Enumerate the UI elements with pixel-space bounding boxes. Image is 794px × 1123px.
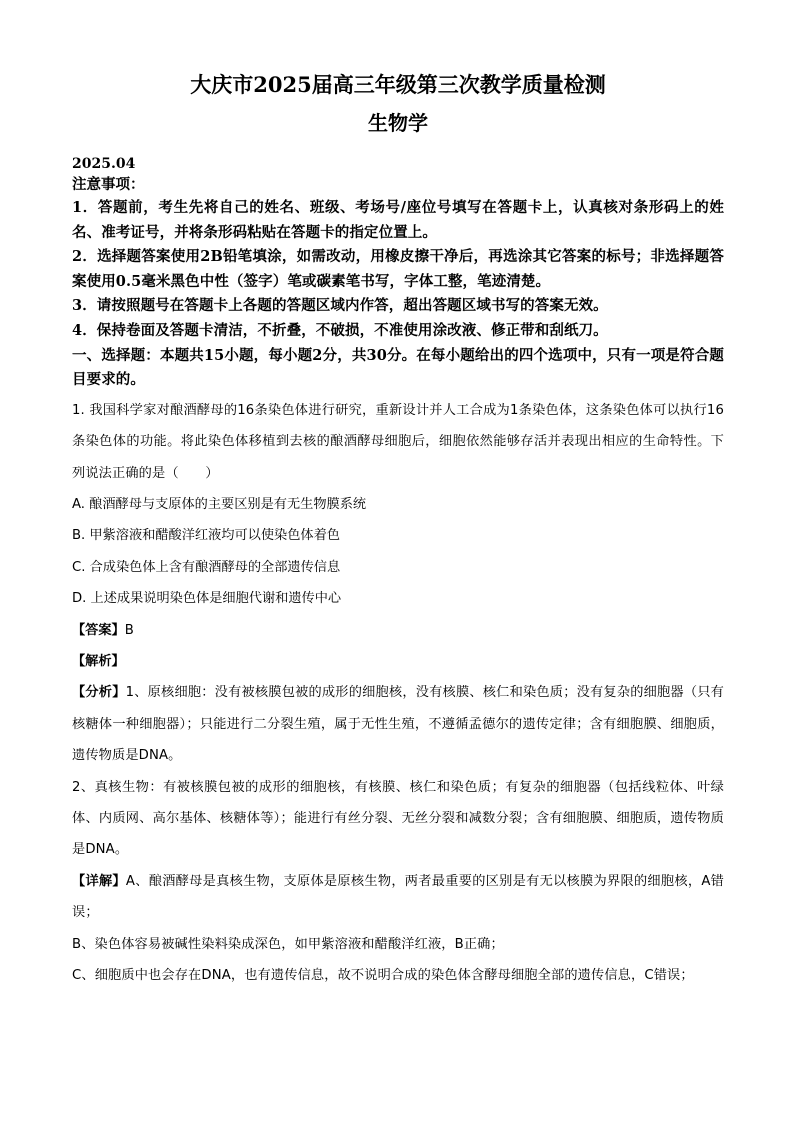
fenxi-paragraph-2: 2、真核生物：有被核膜包被的成形的细胞核，有核膜、核仁和染色质；有复杂的细胞器（包括线粒体、叶绿体、内质网、高尔基体、核糖体等）；能进行有丝分裂、无丝分裂和减数分裂；含有细胞膜、细胞质，遗传物质是DNA。 [72, 779, 724, 858]
notice-heading: 注意事项： [72, 176, 145, 193]
answer-value: B [124, 622, 134, 638]
question-1-option-c: C. 合成染色体上含有酿酒酵母的全部遗传信息 [72, 559, 341, 575]
section-heading: 一、选择题：本题共15小题，每小题2分，共30分。在每小题给出的四个选项中，只有一项是符合题目要求的。 [72, 346, 724, 389]
fenxi-tag: 【分析】 [72, 685, 126, 701]
exam-date: 2025.04 [72, 156, 136, 172]
notice-item-4: 4．保持卷面及答题卡清洁，不折叠，不破损，不准使用涂改液、修正带和刮纸刀。 [72, 321, 608, 339]
xiangjie-tag: 【详解】 [72, 873, 126, 889]
xiangjie-text-a: A、酿酒酵母是真核生物，支原体是原核生物，两者最重要的区别是有无以核膜为界限的细胞核，A错误； [72, 873, 724, 921]
notice-item-3: 3．请按照题号在答题卡上各题的答题区域内作答，超出答题区域书写的答案无效。 [72, 297, 608, 315]
question-1-option-a: A. 酿酒酵母与支原体的主要区别是有无生物膜系统 [72, 496, 367, 512]
exam-title: 大庆市2025届高三年级第三次教学质量检测 [190, 72, 606, 97]
answer-tag: 【答案】 [72, 622, 125, 638]
notice-item-2: 2．选择题答案使用2B铅笔填涂，如需改动，用橡皮擦干净后，再选涂其它答案的标号；非选择题答案使用0.5毫米黑色中性（签字）笔或碳素笔书写，字体工整，笔迹清楚。 [72, 248, 724, 290]
subject-title: 生物学 [368, 111, 428, 135]
fenxi-paragraph-1 [72, 677, 724, 771]
notice-item-1: 1．答题前，考生先将自己的姓名、班级、考场号/座位号填写在答题卡上，认真核对条形码上的姓名、准考证号，并将条形码粘贴在答题卡的指定位置上。 [72, 199, 724, 241]
analysis-line [72, 646, 724, 677]
xiangjie-paragraph-a [72, 866, 724, 929]
analysis-tag: 【解析】 [72, 654, 125, 669]
question-1-stem: 1. 我国科学家对酿酒酵母的16条染色体进行研究，重新设计并人工合成为1条染色体，这条染色体可以执行16条染色体的功能。将此染色体移植到去核的酿酒酵母细胞后，细胞依然能够存活并表现出相应的生命特性。下列说法正确的是（ ） [72, 402, 724, 481]
document-page [72, 60, 724, 991]
answer-line [72, 615, 724, 646]
xiangjie-paragraph-c: C、细胞质中也会存在DNA，也有遗传信息，故不说明合成的染色体含酵母细胞全部的遗传信息，C错误； [72, 968, 694, 984]
question-1-option-b: B. 甲紫溶液和醋酸洋红液均可以使染色体着色 [72, 528, 340, 544]
xiangjie-paragraph-b: B、染色体容易被碱性染料染成深色，如甲紫溶液和醋酸洋红液，B正确； [72, 936, 504, 952]
fenxi-text-1: 1、原核细胞：没有被核膜包被的成形的细胞核，没有核膜、核仁和染色质；没有复杂的细胞器（只有核糖体一种细胞器）；只能进行二分裂生殖，属于无性生殖，不遵循孟德尔的遗传定律；含有细胞膜、细胞质，遗传物质是DNA。 [72, 685, 724, 764]
question-1-option-d: D. 上述成果说明染色体是细胞代谢和遗传中心 [72, 591, 342, 607]
